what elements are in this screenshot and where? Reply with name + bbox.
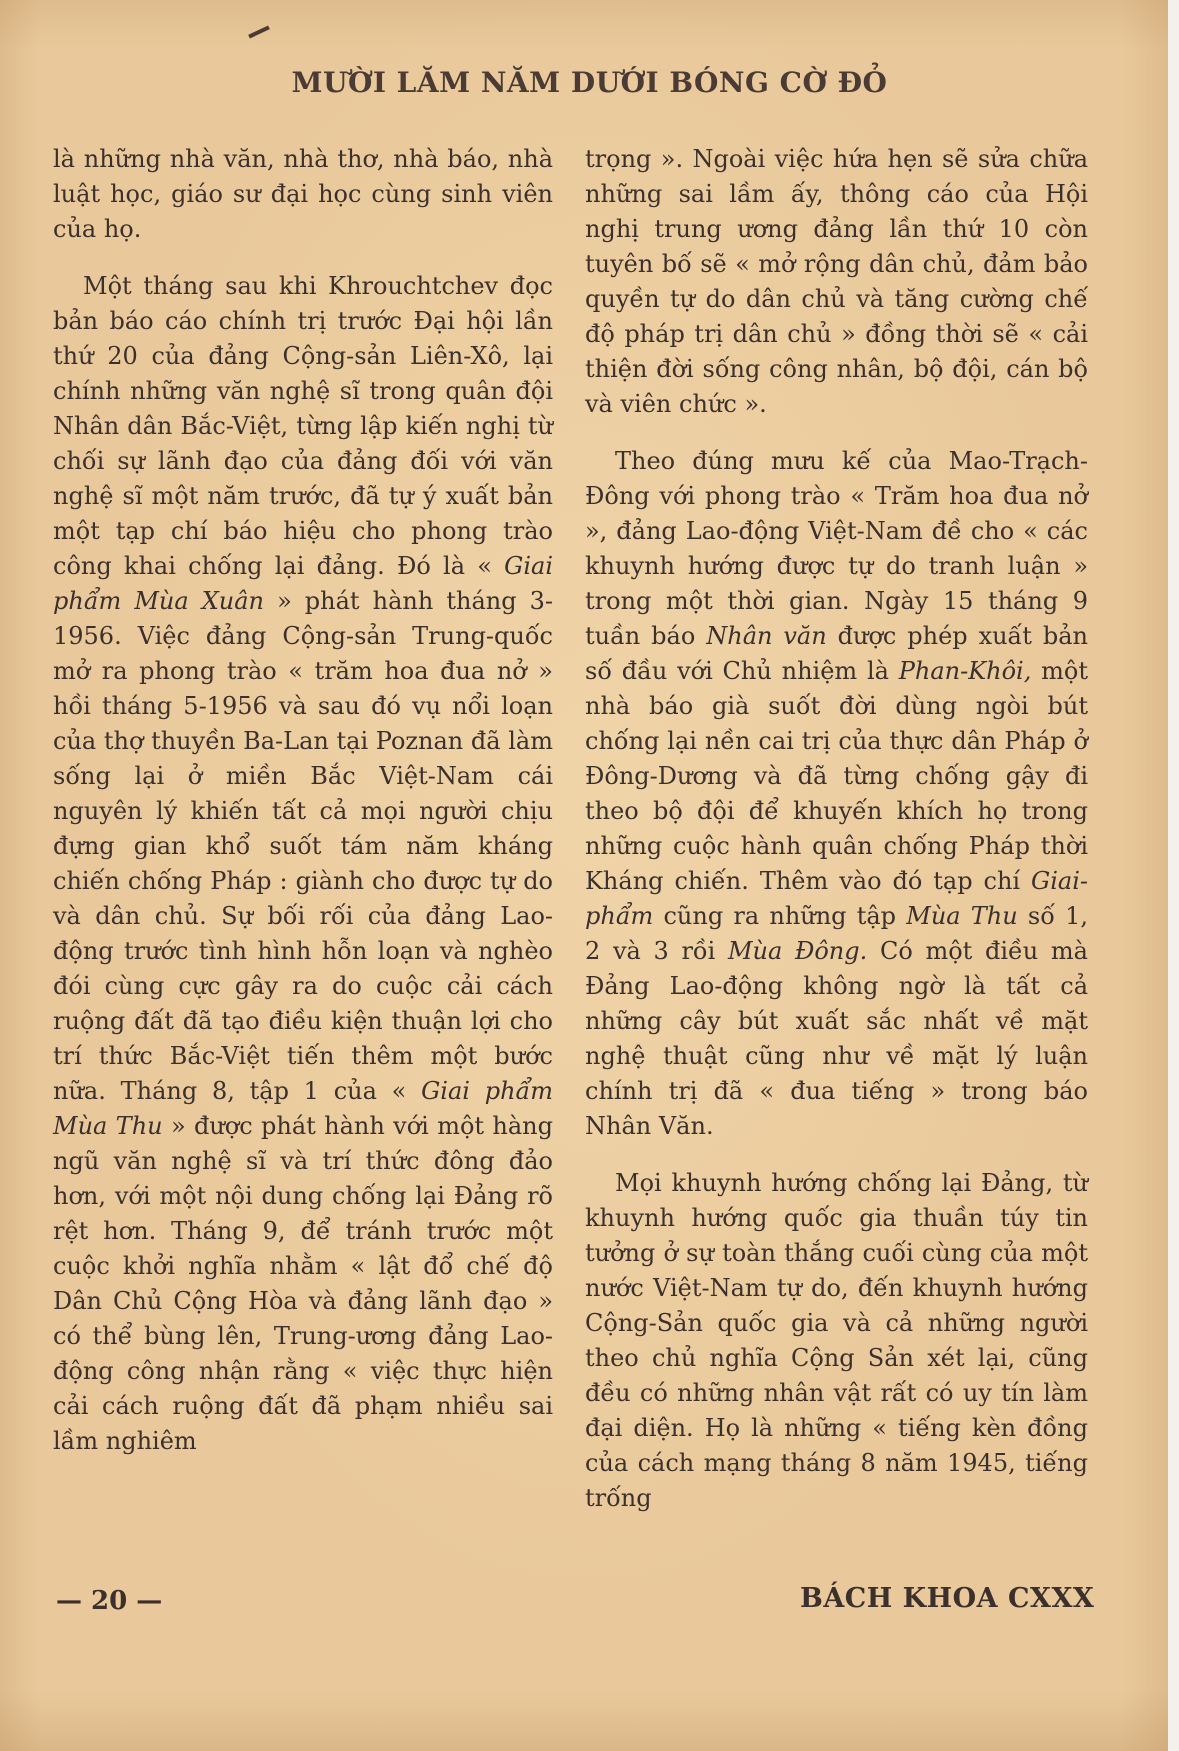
publication-footer: BÁCH KHOA CXXX: [800, 1583, 1095, 1614]
ink-mark: [248, 26, 270, 39]
publication-title: Nhân văn: [706, 622, 827, 650]
paragraph: Mọi khuynh hướng chống lại Đảng, từ khuynh hướng quốc gia thuần túy tin tưởng ở sự toàn thắng cuối cùng của một nước Việt-Nam tự do, đến khuynh hướng Cộng-Sản quốc gia và cả những người theo chủ nghĩa Cộng Sản xét lại, cũng đều có những nhân vật rất có uy tín làm đại diện. Họ là những « tiếng kèn đồng của cách mạng tháng 8 năm 1945, tiếng trống: [585, 1169, 1088, 1512]
page-edge: [1168, 0, 1179, 1751]
running-title: MƯỜI LĂM NĂM DƯỚI BÓNG CỜ ĐỎ: [291, 66, 888, 99]
paragraph: Theo đúng mưu kế của Mao-Trạch-Đông với phong trào « Trăm hoa đua nở », đảng Lao-động Việt-Nam đề cho « các khuynh hướng được tự do tranh luận » trong một thời gian. Ngày 15 tháng 9 tuần báo Nhân văn được phép xuất bản số đầu với Chủ nhiệm là Phan-Khôi, một nhà báo già suốt đời dùng ngòi bút chống lại nền cai trị của thực dân Pháp ở Đông-Dương và đã từng chống gậy đi theo bộ đội để khuyến khích họ trong những cuộc hành quân chống Pháp thời Kháng chiến. Thêm vào đó tạp chí Giai-phẩm cũng ra những tập Mùa Thu số 1, 2 và 3 rồi Mùa Đông. Có một điều mà Đảng Lao-động không ngờ là tất cả những cây bút xuất sắc nhất về mặt nghệ thuật cũng như về mặt lý luận chính trị đã « đua tiếng » trong báo Nhân Văn.: [585, 447, 1088, 1140]
publication-title: Giai-phẩm: [585, 867, 1088, 930]
publication-title: Mùa Thu: [906, 902, 1018, 930]
publication-title: Mùa Đông.: [727, 937, 868, 965]
paragraph: Một tháng sau khi Khrouchtchev đọc bản báo cáo chính trị trước Đại hội lần thứ 20 của đảng Cộng-sản Liên-Xô, lại chính những văn nghệ sĩ trong quân đội Nhân dân Bắc-Việt, từng lập kiến nghị từ chối sự lãnh đạo của đảng đối với văn nghệ sĩ một năm trước, đã tự ý xuất bản một tạp chí báo hiệu cho phong trào công khai chống lại đảng. Đó là « Giai phẩm Mùa Xuân » phát hành tháng 3-1956. Việc đảng Cộng-sản Trung-quốc mở ra phong trào « trăm hoa đua nở » hồi tháng 5-1956 và sau đó vụ nổi loạn của thợ thuyền Ba-Lan tại Poznan đã làm sống lại ở miền Bắc Việt-Nam cái nguyên lý khiến tất cả mọi người chịu đựng gian khổ suốt tám năm kháng chiến chống Pháp : giành cho được tự do và dân chủ. Sự bối rối của đảng Lao-động trước tình hình hỗn loạn và nghèo đói cùng cực gây ra do cuộc cải cách ruộng đất đã tạo điều kiện thuận lợi cho trí thức Bắc-Việt tiến thêm một bước nữa. Tháng 8, tập 1 của « Giai phẩm Mùa Thu » được phát hành với một hàng ngũ văn nghệ sĩ và trí thức đông đảo hơn, với một nội dung chống lại Đảng rõ rệt hơn. Tháng 9, để tránh trước một cuộc khởi nghĩa nhằm « lật đổ chế độ Dân Chủ Cộng Hòa và đảng lãnh đạo » có thể bùng lên, Trung-ương đảng Lao-động công nhận rằng « việc thực hiện cải cách ruộng đất đã phạm nhiều sai lầm nghiêm: [53, 272, 553, 1455]
paragraph: trọng ». Ngoài việc hứa hẹn sẽ sửa chữa những sai lầm ấy, thông cáo của Hội nghị trung ương đảng lần thứ 10 còn tuyên bố sẽ « mở rộng dân chủ, đảm bảo quyền tự do dân chủ và tăng cường chế độ pháp trị dân chủ » đồng thời sẽ « cải thiện đời sống công nhân, bộ đội, cán bộ và viên chức ».: [585, 145, 1088, 418]
page-number: — 20 —: [56, 1586, 163, 1616]
left-column: [53, 142, 553, 1481]
paragraph: là những nhà văn, nhà thơ, nhà báo, nhà luật học, giáo sư đại học cùng sinh viên của họ.: [53, 145, 553, 243]
publication-title: Giai phẩm Mùa Xuân: [53, 552, 553, 615]
person-name: Phan-Khôi,: [898, 657, 1032, 685]
right-column: [585, 142, 1088, 1538]
publication-title: Giai phẩm Mùa Thu: [53, 1077, 553, 1140]
